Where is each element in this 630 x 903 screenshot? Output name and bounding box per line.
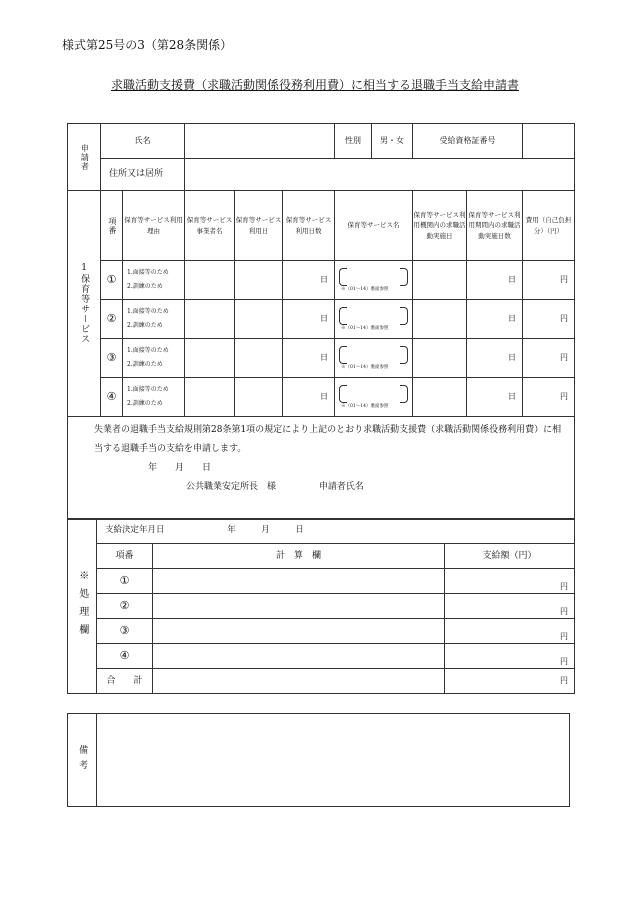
sex-label: 性別 <box>335 124 372 158</box>
cost-field[interactable]: 円 <box>523 378 575 417</box>
name-field[interactable] <box>185 124 335 159</box>
service-name-note: ※（01～14）裏面参照 <box>341 286 389 292</box>
service-name-note: ※（01～14）裏面参照 <box>341 364 389 370</box>
reason-choice[interactable] <box>123 378 185 417</box>
service-row <box>68 261 575 300</box>
activity-days-field[interactable]: 日 <box>467 339 523 378</box>
processing-table <box>67 518 575 694</box>
proc-row-no: ② <box>97 594 153 619</box>
reason-1: 1.面接等のため <box>127 307 169 315</box>
provider-field[interactable] <box>185 300 235 339</box>
col-reason: 保育等サービス利用理由 <box>123 191 185 261</box>
proc-col-calc: 計 算 欄 <box>153 544 445 569</box>
statement-text: 失業者の退職手当支給規則第28条第1項の規定により上記のとおり求職活動支援費（求職活動関係役務利用費）に相当する退職手当の支給を申請します。 <box>94 425 562 454</box>
amount-field[interactable]: 円 <box>445 569 575 594</box>
calc-field[interactable] <box>153 644 445 669</box>
address-field[interactable] <box>185 159 575 191</box>
service-row-no: ② <box>101 300 123 339</box>
proc-col-amount: 支給額（円） <box>445 544 575 569</box>
processing-row <box>68 644 575 669</box>
service-name-field[interactable] <box>335 378 413 417</box>
service-row <box>68 378 575 417</box>
applicant-section-label: 申請者 <box>68 124 101 191</box>
decision-date-value[interactable]: 年 月 日 <box>227 525 304 536</box>
form-title: 求職活動支援費（求職活動関係役務利用費）に相当する退職手当支給申請書 <box>110 78 519 92</box>
service-row-no: ④ <box>101 378 123 417</box>
statement-date: 年 月 日 <box>148 462 212 473</box>
activity-date-field[interactable] <box>413 378 467 417</box>
service-name-note: ※（01～14）裏面参照 <box>341 325 389 331</box>
service-name-note: ※（01～14）裏面参照 <box>341 403 389 409</box>
reason-2: 2.訓練のため <box>127 283 163 290</box>
processing-row <box>68 569 575 594</box>
col-item-no: 項番 <box>101 191 123 261</box>
activity-days-field[interactable]: 日 <box>467 261 523 300</box>
service-row-no: ① <box>101 261 123 300</box>
remarks-label: 備考 <box>68 714 97 807</box>
service-name-field[interactable] <box>335 339 413 378</box>
proc-col-item-no: 項番 <box>97 544 153 569</box>
use-date-field[interactable] <box>235 261 283 300</box>
service-row <box>68 300 575 339</box>
col-provider: 保育等サービス事業者名 <box>185 191 235 261</box>
address-label: 住所又は居所 <box>101 159 185 191</box>
proc-row-no: ① <box>97 569 153 594</box>
amount-field[interactable]: 円 <box>445 594 575 619</box>
service-row-no: ③ <box>101 339 123 378</box>
activity-days-field[interactable]: 日 <box>467 378 523 417</box>
signature-label: 申請者氏名 <box>318 481 364 492</box>
reason-2: 2.訓練のため <box>127 322 163 329</box>
calc-field[interactable] <box>153 594 445 619</box>
processing-row <box>68 619 575 644</box>
reason-1: 1.面接等のため <box>127 268 169 276</box>
col-cost: 費用（自己負担分）（円） <box>523 191 575 261</box>
amount-field[interactable]: 円 <box>445 619 575 644</box>
col-use-days: 保育等サービス利用日数 <box>283 191 335 261</box>
use-date-field[interactable] <box>235 300 283 339</box>
use-days-field[interactable]: 日 <box>283 300 335 339</box>
activity-date-field[interactable] <box>413 339 467 378</box>
total-calc-field[interactable] <box>153 669 445 694</box>
provider-field[interactable] <box>185 339 235 378</box>
statement-addressee-line <box>94 478 566 497</box>
service-name-field[interactable] <box>335 300 413 339</box>
col-activity-date: 保育等サービス利用機関内の求職活動実施日 <box>413 191 467 261</box>
cert-label: 受給資格証番号 <box>413 124 523 159</box>
form-number: 様式第25号の3（第28条関係） <box>62 38 233 52</box>
reason-1: 1.面接等のため <box>127 346 169 354</box>
reason-choice[interactable] <box>123 339 185 378</box>
cost-field[interactable]: 円 <box>523 261 575 300</box>
use-days-field[interactable]: 日 <box>283 378 335 417</box>
col-use-date: 保育等サービス利用日 <box>235 191 283 261</box>
proc-row-no: ④ <box>97 644 153 669</box>
reason-2: 2.訓練のため <box>127 400 163 407</box>
sex-options[interactable]: 男・女 <box>380 135 405 145</box>
remarks-table <box>67 713 570 807</box>
col-service-name: 保育等サービス名 <box>335 191 413 261</box>
cost-field[interactable]: 円 <box>523 300 575 339</box>
cert-number-field[interactable] <box>523 124 575 159</box>
processing-section-label: ※処理欄 <box>68 519 97 694</box>
use-date-field[interactable] <box>235 339 283 378</box>
total-row <box>68 669 575 694</box>
statement-addressee: 公共職業安定所長 様 <box>186 481 277 492</box>
use-date-field[interactable] <box>235 378 283 417</box>
service-row <box>68 339 575 378</box>
use-days-field[interactable]: 日 <box>283 261 335 300</box>
reason-2: 2.訓練のため <box>127 361 163 368</box>
remarks-field[interactable] <box>97 714 570 807</box>
total-amount-field[interactable]: 円 <box>445 669 575 694</box>
calc-field[interactable] <box>153 569 445 594</box>
processing-row <box>68 594 575 619</box>
name-label: 氏名 <box>101 124 185 159</box>
application-table <box>67 123 575 520</box>
sex-cell <box>335 124 413 159</box>
service-section-label: 1保育等サービス <box>68 191 101 417</box>
provider-field[interactable] <box>185 378 235 417</box>
reason-choice[interactable] <box>123 300 185 339</box>
statement-block <box>68 417 575 520</box>
activity-days-field[interactable]: 日 <box>467 300 523 339</box>
reason-choice[interactable] <box>123 261 185 300</box>
amount-field[interactable]: 円 <box>445 644 575 669</box>
reason-1: 1.面接等のため <box>127 385 169 393</box>
calc-field[interactable] <box>153 619 445 644</box>
activity-date-field[interactable] <box>413 261 467 300</box>
decision-date-row <box>97 519 575 544</box>
use-days-field[interactable]: 日 <box>283 339 335 378</box>
col-activity-days: 保育等サービス利用期間内の求職活動実施日数 <box>467 191 523 261</box>
cost-field[interactable]: 円 <box>523 339 575 378</box>
decision-date-label: 支給決定年月日 <box>105 525 165 536</box>
provider-field[interactable] <box>185 261 235 300</box>
total-label: 合 計 <box>97 669 153 694</box>
proc-row-no: ③ <box>97 619 153 644</box>
activity-date-field[interactable] <box>413 300 467 339</box>
service-name-field[interactable] <box>335 261 413 300</box>
